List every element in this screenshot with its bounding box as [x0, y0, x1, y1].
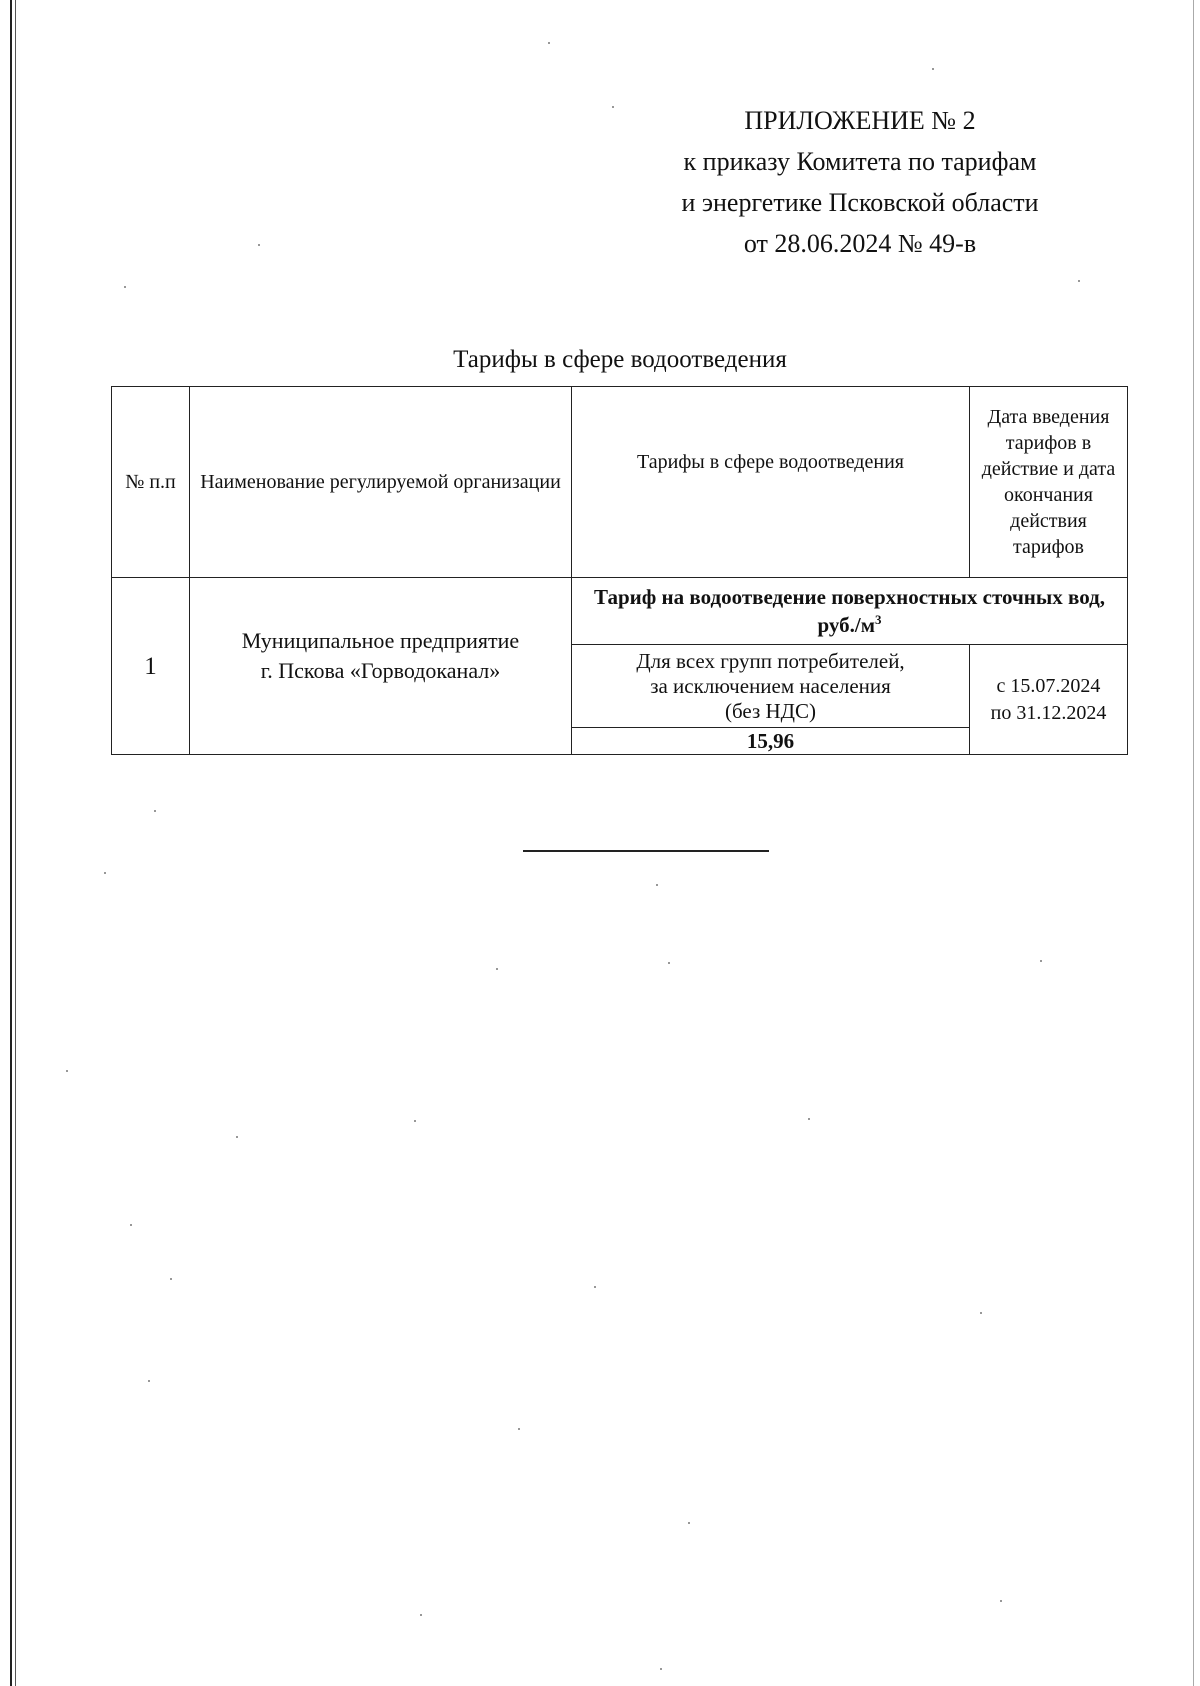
scan-speck [130, 1224, 132, 1226]
header-tariffs: Тарифы в сфере водоотведения [572, 387, 970, 578]
consumer-group-line: (без НДС) [724, 698, 816, 723]
scan-edge [10, 0, 12, 1686]
appendix-header [640, 100, 1080, 264]
scan-edge [1193, 0, 1194, 1686]
scan-speck [496, 968, 498, 970]
consumer-group-line: Для всех групп потребителей, [636, 648, 905, 673]
date-from: с 15.07.2024 [996, 674, 1101, 697]
document-title: Тарифы в сфере водоотведения [453, 346, 787, 373]
tariffs-table [111, 386, 1128, 755]
header-org: Наименование регулируемой организации [190, 387, 572, 578]
appendix-date-line: от 28.06.2024 № 49-в [743, 229, 977, 258]
scan-speck [104, 872, 106, 874]
scan-speck [808, 1118, 810, 1120]
scan-speck [1078, 280, 1080, 282]
scan-speck [518, 1428, 520, 1430]
tariff-period [970, 645, 1128, 755]
scan-speck [980, 1312, 982, 1314]
scan-speck [258, 244, 260, 246]
scan-speck [66, 1070, 68, 1072]
appendix-number: ПРИЛОЖЕНИЕ № 2 [744, 106, 976, 135]
header-num: № п.п [112, 387, 190, 578]
scan-speck [1000, 1600, 1002, 1602]
scan-speck [594, 1286, 596, 1288]
header-date: Дата введения тарифов в действие и дата окончания действия тарифов [970, 387, 1128, 578]
scan-speck [414, 1120, 416, 1122]
row-org [190, 578, 572, 755]
tariff-title [572, 578, 1128, 645]
row-num: 1 [112, 578, 190, 755]
org-name-line: Муниципальное предприятие [241, 628, 520, 653]
scan-speck [170, 1278, 172, 1280]
tariff-title-sup: 3 [875, 612, 882, 627]
tariff-value: 15,96 [572, 728, 970, 755]
scan-speck [1040, 960, 1042, 962]
table-row [112, 578, 1128, 645]
end-rule [523, 850, 769, 852]
scan-speck [154, 810, 156, 812]
scan-speck [236, 1136, 238, 1138]
scan-speck [660, 1668, 662, 1670]
scan-speck [656, 884, 658, 886]
scan-speck [420, 1614, 422, 1616]
scan-edge [15, 0, 16, 1686]
consumer-group-line: за исключением населения [650, 673, 891, 698]
scan-speck [932, 68, 934, 70]
scan-speck [612, 106, 614, 108]
tariff-title-text: Тариф на водоотведение поверхностных сточных вод, руб./м [593, 585, 1105, 637]
org-name-line: г. Пскова «Горводоканал» [260, 658, 501, 683]
consumer-group [572, 645, 970, 728]
scan-speck [148, 1380, 150, 1382]
scan-speck [548, 42, 550, 44]
date-to: по 31.12.2024 [990, 701, 1107, 724]
scan-speck [124, 286, 126, 288]
scan-speck [668, 962, 670, 964]
scan-speck [688, 1522, 690, 1524]
table-header-row [112, 387, 1128, 578]
appendix-committee-line: и энергетике Псковской области [681, 188, 1039, 217]
appendix-order-line: к приказу Комитета по тарифам [683, 147, 1037, 176]
